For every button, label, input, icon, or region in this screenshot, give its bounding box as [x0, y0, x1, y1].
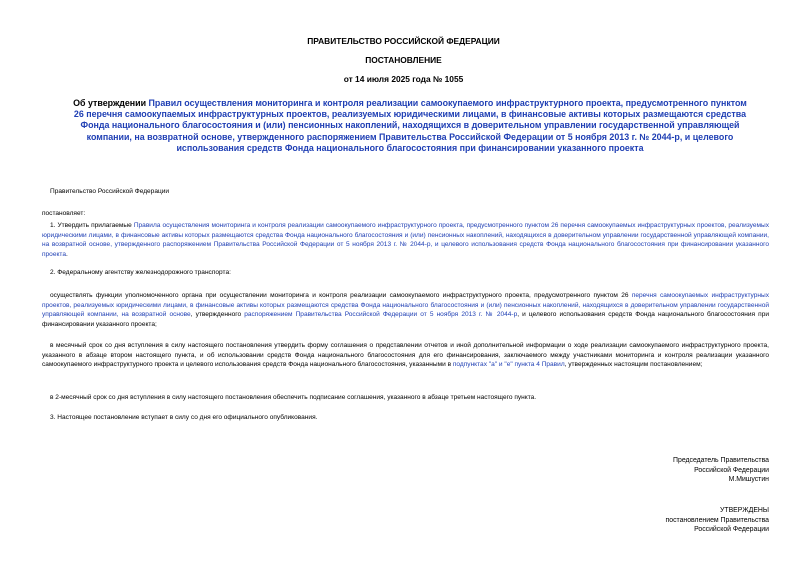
- paragraph-2-indent-1: [42, 291, 769, 329]
- approval-line-3: Российской Федерации: [694, 526, 769, 534]
- paragraph-2-indent-2: [42, 341, 769, 370]
- signature-country: Российской Федерации: [694, 466, 769, 474]
- paragraph-1-start: 1. Утвердить прилагаемые: [50, 222, 134, 229]
- government-heading: ПРАВИТЕЛЬСТВО РОССИЙСКОЙ ФЕДЕРАЦИИ: [307, 36, 500, 46]
- date-number: от 14 июля 2025 года № 1055: [343, 74, 464, 84]
- order-2044-link[interactable]: распоряжением Правительства Российской Федерации от 5 ноября 2013 г. № 2044-р: [244, 311, 518, 319]
- paragraph-1: [42, 221, 769, 259]
- title-prefix: Об утверждении: [73, 98, 149, 108]
- paragraph-2-indent-2-start: в месячный срок со дня вступления в силу настоящего постановления утвердить форму соглашения о представлении отчетов и иной дополнительной информации о ходе реализации самоокупаемого инфраструктурного проекта, указанного в абзаце втором настоящего пункта, и об использовании средств Фонда национального благосостояния для его финансирования, заключаемого между участниками мониторинга и контроля реализации указанного самоокупаемого инфраструктурного проекта и целевого использования средств Фонда национального благосостояния, указанными в: [42, 342, 769, 369]
- title-link-rules[interactable]: Правил осуществления мониторинга и контроля реализации самоокупаемого инфраструктурного проекта, предусмотренного: [148, 98, 711, 108]
- rules-link[interactable]: Правила осуществления мониторинга и контроля реализации самоокупаемого инфраструктурного проекта, предусмотренного пунктом 26 перечня самоокупаемых инфраструктурных проектов, реализуемых юридическими лицами, в финансовые активы которых размещаются средства Фонда национального благосостояния и (или) пенсионных накоплений, находящихся в доверительном управлении государственной управляющей компании, на возвратной основе, утвержденного распоряжением Правительства Российской Федерации от 5 ноября 2013 г. № 2044-р, и целевого использования средств Фонда национального благосостояния при финансировании указанного проекта: [42, 222, 769, 258]
- document-title: [70, 98, 750, 154]
- paragraph-2-indent-1-start: осуществлять функции уполномоченного органа при осуществлении мониторинга и контроля реализации самоокупаемого инфраструктурного проекта, предусмотренного пунктом 26: [50, 292, 632, 299]
- paragraph-2-indent-1-end: , и целевого использования средств Фонда национального благосостояния при финансировании указанного проекта;: [42, 311, 769, 328]
- paragraph-3: 3. Настоящее постановление вступает в силу со дня его официального опубликования.: [50, 414, 318, 421]
- paragraph-2-indent-1-mid: , утвержденного: [190, 311, 245, 319]
- list-projects-link[interactable]: перечня самоокупаемых инфраструктурных проектов, реализуемых юридическими лицами, в финансовые активы которых размещаются средства Фонда национального благосостояния и (или) пенсионных накоплений, находящихся в доверительном управлении государственной управляющей компании, на возвратной основе: [42, 292, 769, 319]
- approval-block: [666, 506, 770, 535]
- document-type: ПОСТАНОВЛЕНИЕ: [365, 55, 442, 65]
- paragraph-2: 2. Федеральному агентству железнодорожного транспорта:: [50, 269, 231, 276]
- decrees-label: постановляет:: [42, 210, 86, 217]
- approval-line-2: постановлением Правительства: [665, 516, 769, 524]
- signature-name: М.Мишустин: [728, 476, 769, 484]
- paragraph-2-indent-2-end: , утвержденных настоящим постановлением;: [564, 361, 703, 369]
- approval-heading: УТВЕРЖДЕНЫ: [720, 507, 769, 514]
- paragraph-1-end: .: [65, 250, 68, 258]
- signature-block: [673, 456, 769, 485]
- title-link-item26[interactable]: пунктом 26 перечня самоокупаемых инфраструктурных проектов, реализуемых юридическими лицами, в финансовые активы которых размещаются средства Фонда национального благосостояния и (или) пенсионных накоплений, находящихся в доверительном управлении государственной управляющей компании, на возвратной основе, утвержденного распоряжением Правительства Российской Федерации от 5 ноября 2013 г. № 2044-р: [73, 98, 747, 142]
- government-label: Правительство Российской Федерации: [50, 188, 170, 195]
- title-link-rest[interactable]: , и целевого использования средств Фонда национального благосостояния при финансировании указанного проекта: [176, 131, 734, 153]
- paragraph-2-indent-3: в 2-месячный срок со дня вступления в силу настоящего постановления обеспечить подписание соглашения, указанного в абзаце третьем настоящего пункта.: [50, 394, 537, 401]
- signature-position: Председатель Правительства: [673, 457, 769, 464]
- subitems-link[interactable]: подпунктах "а" и "е" пункта 4 Правил: [452, 361, 565, 369]
